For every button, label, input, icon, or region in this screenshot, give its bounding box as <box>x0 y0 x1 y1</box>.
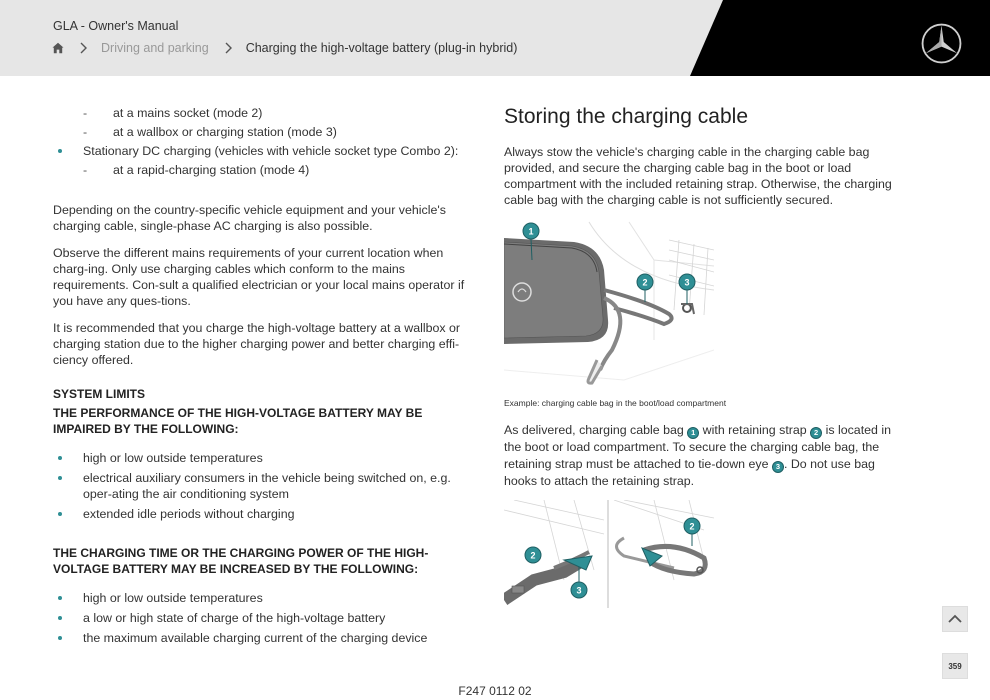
list-item: high or low outside temperatures <box>53 590 473 606</box>
list-item: electrical auxiliary consumers in the vehicle being switched on, e.g. oper-ating the air conditioning system <box>53 470 473 502</box>
right-column <box>504 104 909 208</box>
list-item: Stationary DC charging (vehicles with vehicle socket type Combo 2): <box>53 143 473 159</box>
callout-badge: 1 <box>687 427 699 439</box>
section-heading: Storing the charging cable <box>504 105 748 128</box>
paragraph: Observe the different mains requirements of your current location when charg-ing. Only use charging cables which conform to the mains requirements. Con-sult a qualified electrician or your local mains operator if you have any ques-tions. <box>53 246 465 308</box>
list-item: high or low outside temperatures <box>53 450 473 466</box>
scroll-to-top-button[interactable] <box>942 606 968 632</box>
paragraph: Always stow the vehicle's charging cable in the charging cable bag provided, and secure the charging cable bag in the boot or load compartment with the included retaining strap. Otherwise, the charging cable bag with the charging cable is not sufficiently secured. <box>504 145 892 207</box>
retaining-strap-illustration <box>504 500 714 608</box>
chevron-right-icon <box>78 42 88 54</box>
svg-text:3: 3 <box>684 277 690 288</box>
subsection-heading: THE CHARGING TIME OR THE CHARGING POWER OF THE HIGH-VOLTAGE BATTERY MAY BE INCREASED BY THE FOLLOWING: <box>53 546 429 576</box>
page-number: 359 <box>942 653 968 679</box>
charging-cable-bag-illustration <box>504 220 714 390</box>
paragraph: As delivered, charging cable bag 1 with retaining strap 2 is located in the boot or load compartment. To secure the charging cable bag, the retaining strap must be attached to tie-down eye 3 . Do not use bag hooks to attach the retaining strap. <box>504 423 891 488</box>
home-icon[interactable] <box>52 42 64 54</box>
svg-text:2: 2 <box>689 521 695 532</box>
bullet-list <box>53 450 473 522</box>
paragraph: It is recommended that you charge the high-voltage battery at a wallbox or charging station due to the higher charging power and better charging effi-ciency offered. <box>53 321 461 367</box>
figure-badge <box>525 547 541 563</box>
mercedes-star-icon[interactable] <box>921 23 962 64</box>
breadcrumb <box>52 41 517 55</box>
list-item: extended idle periods without charging <box>53 506 473 522</box>
section-title: SYSTEM LIMITS <box>53 387 146 401</box>
breadcrumb-current: Charging the high-voltage battery (plug-in hybrid) <box>245 41 518 55</box>
paragraph: Depending on the country-specific vehicle equipment and your vehicle's charging cable, single-phase AC charging is also possible. <box>53 203 446 233</box>
svg-text:2: 2 <box>530 550 536 561</box>
document-code: F247 0112 02 <box>458 684 532 698</box>
svg-text:1: 1 <box>528 226 534 237</box>
list-item: - at a wallbox or charging station (mode 3) <box>53 124 473 140</box>
figure-caption: Example: charging cable bag in the boot/load compartment <box>504 398 727 408</box>
svg-text:2: 2 <box>642 277 648 288</box>
list-item: a low or high state of charge of the high-voltage battery <box>53 610 473 626</box>
bullet-list <box>53 590 473 646</box>
manual-title: GLA - Owner's Manual <box>53 19 179 33</box>
callout-badge: 2 <box>810 427 822 439</box>
svg-text:3: 3 <box>576 585 582 596</box>
callout-badge: 3 <box>772 461 784 473</box>
chevron-up-icon <box>943 607 967 631</box>
list-item: - at a rapid-charging station (mode 4) <box>53 162 473 178</box>
left-column <box>53 105 473 650</box>
list-item: - at a mains socket (mode 2) <box>53 105 473 121</box>
subsection-heading: THE PERFORMANCE OF THE HIGH-VOLTAGE BATTERY MAY BE IMPAIRED BY THE FOLLOWING: <box>53 406 423 436</box>
list-item: the maximum available charging current of the charging device <box>53 630 473 646</box>
breadcrumb-link-driving[interactable]: Driving and parking <box>101 41 209 55</box>
chevron-right-icon <box>223 42 233 54</box>
